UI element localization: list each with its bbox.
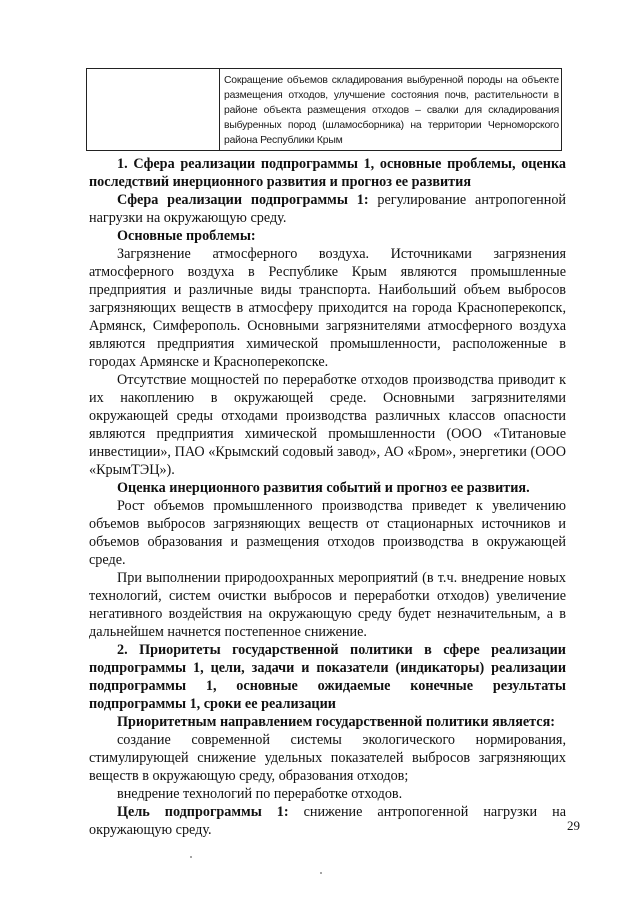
page-number: 29 — [567, 818, 580, 833]
sphere-text: регулирование антропогенной нагрузки на окружающую среду. — [89, 192, 566, 226]
table-cell-empty — [87, 69, 220, 151]
paragraph-air-pollution: Загрязнение атмосферного воздуха. Источниками загрязнения атмосферного воздуха в Республике Крым являются промышленные предприятия и различные виды транспорта. Наибольший объем выбросов загрязняющих веществ в атмосферу приходится на города Красноперекопск, Армянск, Симферополь. Основными загрязнителями атмосферного воздуха являются предприятия химической промышленности, расположенные в городах Армянске и Красноперекопске. — [89, 246, 566, 370]
document-body — [89, 155, 566, 839]
table-cell-result: Сокращение объемов складирования выбуренной породы на объекте размещения отходов, улучшение состояния почв, растительности в районе объекта размещения отходов – свалки для складирования выбуренных пород (шламосборника) на территории Черноморского района Республики Крым — [220, 69, 562, 151]
table-row — [87, 69, 562, 151]
priority-item-2: внедрение технологий по переработке отходов. — [117, 786, 403, 802]
section1-heading: 1. Сфера реализации подпрограммы 1, основные проблемы, оценка последствий инерционного развития и прогноз ее развития — [89, 156, 566, 190]
goal-text: снижение антропогенной нагрузки на окружающую среду. — [89, 804, 566, 838]
paragraph-growth: Рост объемов промышленного производства приведет к увеличению объемов выбросов загрязняющих веществ от стационарных источников и объемов образования и размещения отходов производства в окружающей среде. — [89, 498, 566, 568]
sphere-label: Сфера реализации подпрограммы 1: — [117, 192, 369, 208]
problems-label: Основные проблемы: — [117, 228, 256, 244]
priority-item-1: создание современной системы экологического нормирования, стимулирующей снижение удельных показателей выбросов загрязняющих веществ в окружающую среду, образования отходов; — [89, 732, 566, 784]
priority-label: Приоритетным направлением государственной политики является: — [117, 714, 556, 730]
scan-speck — [320, 872, 322, 874]
scan-speck — [190, 856, 192, 858]
paragraph-measures: При выполнении природоохранных мероприятий (в т.ч. внедрение новых технологий, систем очистки выбросов и переработки отходов) увеличение негативного воздействия на окружающую среду будет незначительным, а в дальнейшем начнется постепенное снижение. — [89, 570, 566, 640]
goal-label: Цель подпрограммы 1: — [117, 804, 289, 820]
section2-heading: 2. Приоритеты государственной политики в сфере реализации подпрограммы 1, цели, задачи и показатели (индикаторы) реализации подпрограммы 1, основные ожидаемые конечные результаты подпрограммы 1, сроки ее реализации — [89, 642, 566, 712]
paragraph-waste: Отсутствие мощностей по переработке отходов производства приводит к их накоплению в окружающей среде. Основными загрязнителями окружающей среды отходами производства различных классов опасности являются предприятия химической промышленности (ООО «Титановые инвестиции», ПАО «Крымский содовый завод», АО «Бром», энергетики (ООО «КрымТЭЦ»). — [89, 372, 566, 478]
sphere-paragraph — [89, 191, 566, 227]
table-fragment — [86, 68, 562, 151]
goal-paragraph — [89, 803, 566, 839]
forecast-label: Оценка инерционного развития событий и прогноз ее развития. — [117, 480, 530, 496]
